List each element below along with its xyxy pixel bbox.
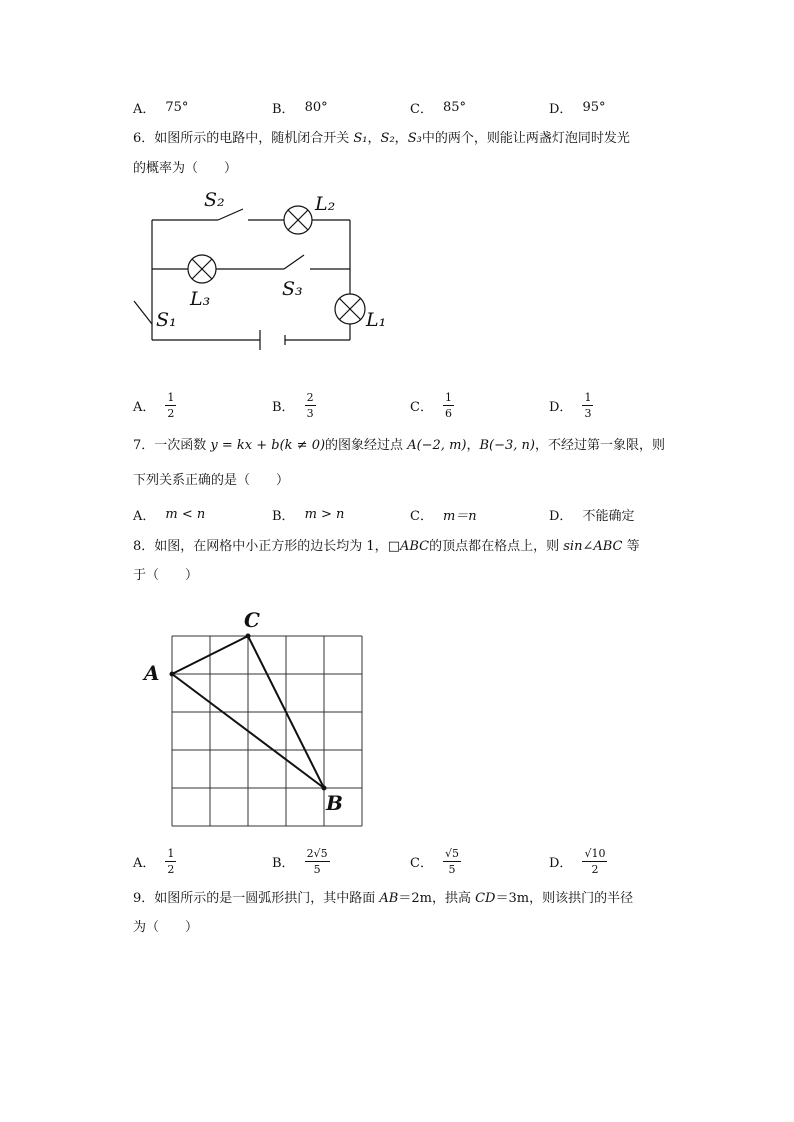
switch-s1-blade	[134, 301, 152, 324]
switch-s3: S₃	[407, 131, 422, 146]
option-label: D．	[549, 400, 573, 415]
q7-text: ，不经过第一象限，则	[535, 438, 666, 453]
q8-text: 8．如图，在网格中小正方形的边长均为 1，	[133, 539, 388, 554]
sine-expression: sin∠ABC	[563, 539, 623, 554]
q5-option-c	[410, 98, 466, 117]
label-s3: S₃	[282, 278, 303, 300]
label-l1: L₁	[366, 309, 387, 331]
fraction	[582, 848, 607, 875]
option-text: 95°	[582, 100, 606, 115]
option-label: A．	[133, 400, 156, 415]
q6-option-d	[549, 392, 593, 419]
option-label: B．	[272, 400, 295, 415]
numerator: 1	[584, 391, 592, 404]
option-label: A．	[133, 509, 156, 524]
option-text: 75°	[165, 100, 189, 115]
label-s1: S₁	[156, 309, 177, 331]
fraction	[443, 392, 454, 419]
option-label: A．	[133, 102, 156, 117]
point-a: A(−2, m)	[407, 438, 467, 453]
numerator: 2√5	[306, 847, 328, 860]
denominator: 5	[448, 863, 456, 876]
numerator: √10	[584, 847, 606, 860]
q8-option-d	[549, 848, 607, 875]
option-text: m > n	[304, 507, 345, 522]
fraction	[305, 392, 316, 419]
fraction	[165, 392, 176, 419]
label-c: C	[244, 608, 260, 632]
q5-option-d	[549, 98, 605, 117]
point-b: B(−3, n)	[479, 438, 535, 453]
denominator: 3	[306, 407, 314, 420]
option-label: D．	[549, 102, 573, 117]
q7-stem-line1	[133, 437, 665, 455]
denominator: 2	[167, 863, 175, 876]
circuit-diagram	[120, 180, 390, 350]
denominator: 6	[444, 407, 452, 420]
option-text: 不能确定	[582, 509, 635, 524]
vertex-a	[170, 672, 175, 677]
numerator: √5	[444, 847, 459, 860]
option-label: C．	[410, 856, 433, 871]
option-label: D．	[549, 509, 573, 524]
denominator: 5	[313, 863, 321, 876]
q6-stem-line1	[133, 130, 630, 148]
option-label: D．	[549, 856, 573, 871]
option-label: C．	[410, 400, 433, 415]
q5-option-a	[133, 98, 188, 117]
q8-stem-line1	[133, 538, 640, 556]
separator: ，	[394, 131, 408, 146]
q9-text: 9．如图所示的是一圆弧形拱门，其中路面	[133, 891, 380, 906]
label-b: B	[326, 791, 343, 815]
denominator: 3	[584, 407, 592, 420]
q7-text: 的图象经过点	[325, 438, 408, 453]
q6-stem-line2: 的概率为（ ）	[133, 161, 238, 176]
option-text: 80°	[304, 100, 328, 115]
linear-function: y = kx + b(k ≠ 0)	[210, 438, 326, 453]
q7-option-d	[549, 505, 634, 524]
fraction	[443, 848, 461, 875]
label-a: A	[144, 661, 160, 685]
q6-option-a	[133, 392, 176, 419]
fraction	[165, 848, 176, 875]
separator: ，	[367, 131, 381, 146]
denominator: 2	[591, 863, 599, 876]
numerator: 1	[167, 391, 175, 404]
label-l2: L₂	[315, 193, 336, 215]
q8-option-a	[133, 848, 176, 875]
switch-s1: S₁	[353, 131, 368, 146]
q6-text: 中的两个，则能让两盏灯泡同时发光	[421, 131, 630, 146]
option-label: B．	[272, 509, 295, 524]
q9-stem-line1	[133, 890, 633, 908]
q8-text: 的顶点都在格点上，则	[429, 539, 564, 554]
q9-text: ＝2m，拱高	[398, 891, 476, 906]
numerator: 2	[306, 391, 314, 404]
option-text: m＝n	[442, 509, 477, 524]
option-text: m < n	[165, 507, 206, 522]
q8-option-b	[272, 848, 330, 875]
option-label: B．	[272, 102, 295, 117]
fraction	[582, 392, 593, 419]
segment-cd-label: CD	[475, 891, 496, 906]
numerator: 1	[444, 391, 452, 404]
vertex-c	[246, 634, 251, 639]
option-label: B．	[272, 856, 295, 871]
triangle-abc: □ABC	[387, 539, 430, 554]
q6-text: 6．如图所示的电路中，随机闭合开关	[133, 131, 354, 146]
segment-ab-label: AB	[379, 891, 399, 906]
label-l3: L₃	[190, 288, 211, 310]
q9-stem-line2: 为（ ）	[133, 920, 199, 935]
q7-text: 7．一次函数	[133, 438, 211, 453]
numerator: 1	[167, 847, 175, 860]
separator: ，	[466, 438, 480, 453]
q8-option-c	[410, 848, 461, 875]
fraction	[305, 848, 330, 875]
denominator: 2	[167, 407, 175, 420]
q7-option-c	[410, 505, 477, 524]
vertex-b	[322, 786, 327, 791]
switch-s2: S₂	[380, 131, 395, 146]
switch-s3-blade	[284, 255, 304, 269]
q9-text: ＝3m，则该拱门的半径	[495, 891, 634, 906]
q8-text: 等	[622, 539, 640, 554]
q7-option-a	[133, 505, 205, 524]
grid-triangle-figure	[138, 600, 378, 840]
q6-option-c	[410, 392, 454, 419]
option-label: C．	[410, 509, 433, 524]
option-label: A．	[133, 856, 156, 871]
option-text: 85°	[442, 100, 466, 115]
q6-option-b	[272, 392, 316, 419]
q8-stem-line2: 于（ ）	[133, 568, 199, 583]
q7-option-b	[272, 505, 344, 524]
q5-option-b	[272, 98, 328, 117]
option-label: C．	[410, 102, 433, 117]
label-s2: S₂	[204, 189, 225, 211]
q7-stem-line2: 下列关系正确的是（ ）	[133, 473, 290, 488]
